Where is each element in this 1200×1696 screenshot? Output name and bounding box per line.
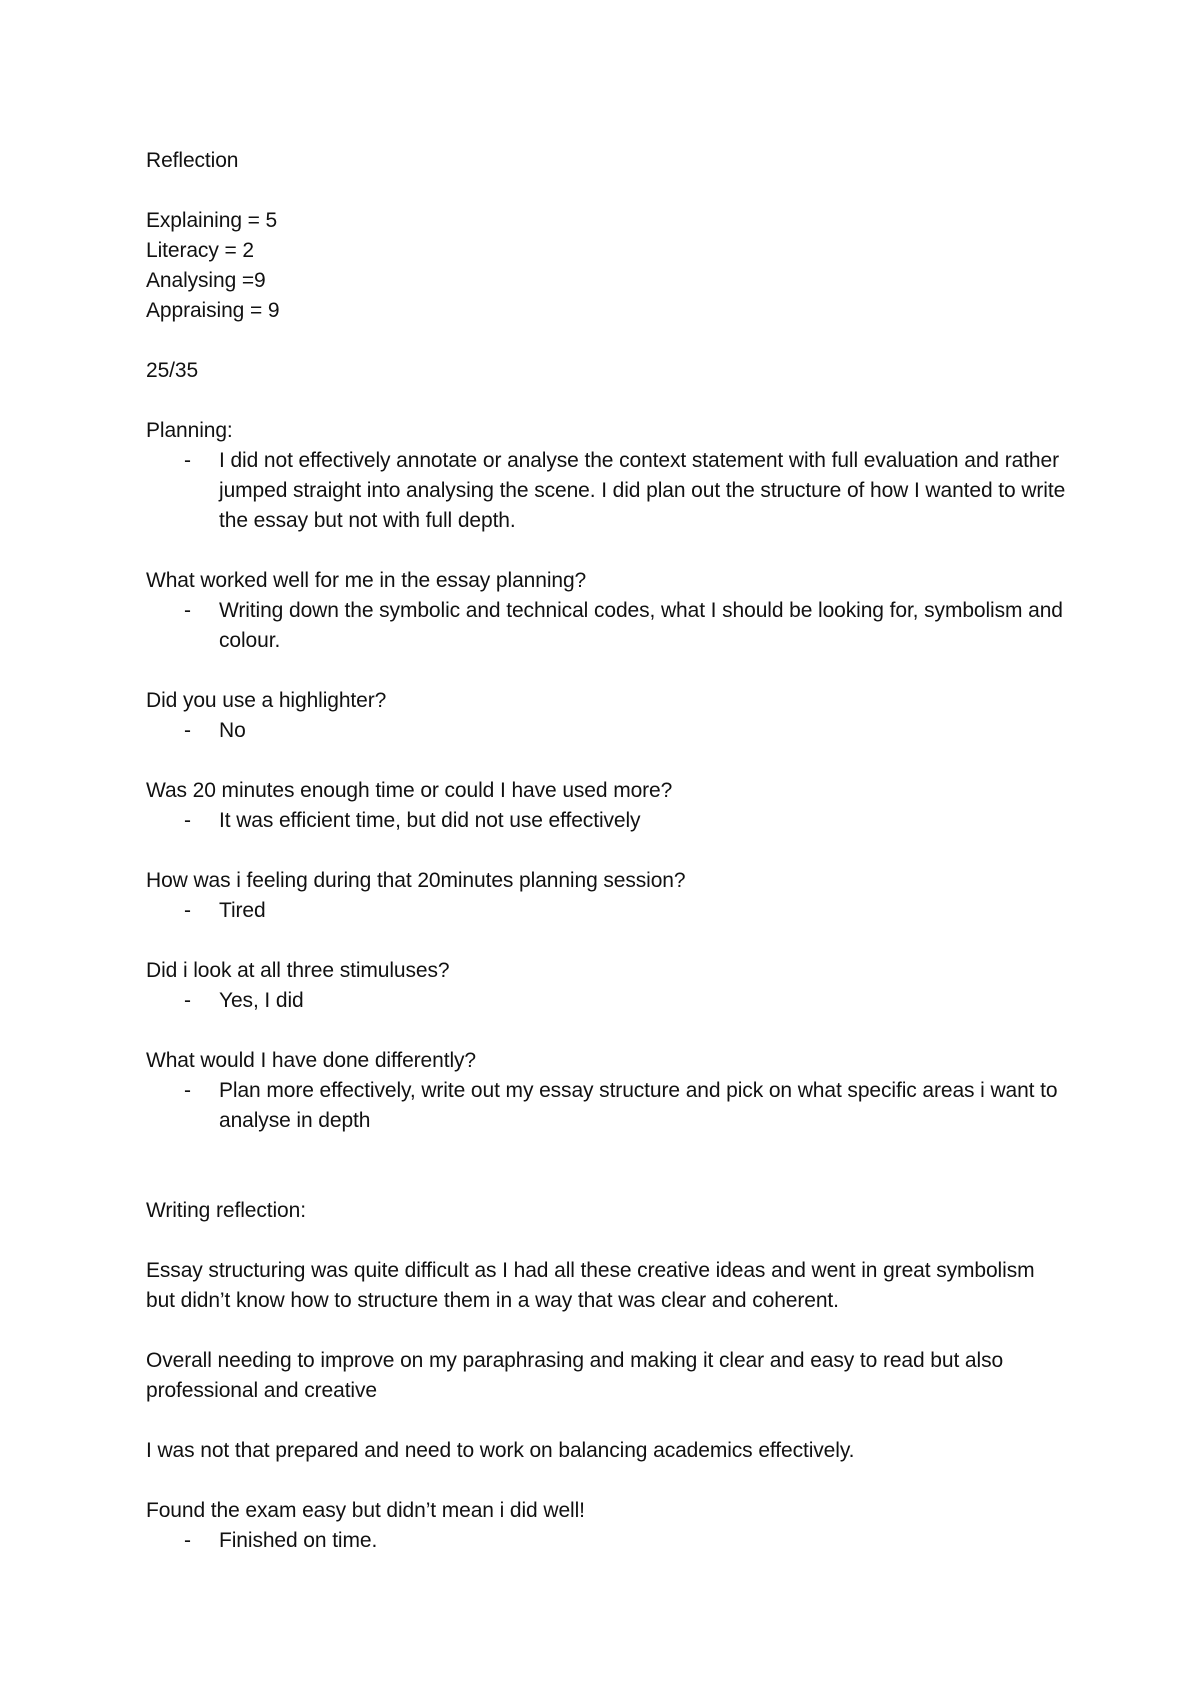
dash-bullet-icon: - [184,809,191,832]
planning-section [146,416,1066,536]
closing-text: Found the exam easy but didn’t mean i did well! [146,1499,585,1522]
score-appraising: Appraising = 9 [146,299,280,322]
spacer [146,926,1066,956]
question-block [146,866,1066,926]
bullet-list [146,1076,1066,1136]
dash-bullet-icon: - [184,719,191,742]
bullet-list [146,986,1066,1016]
answer-text: Writing down the symbolic and technical codes, what I should be looking for, symbolism and colour. [219,599,1063,652]
spacer [146,1226,1066,1256]
bullet-list [146,446,1066,536]
spacer [146,746,1066,776]
spacer [146,326,1066,356]
spacer [146,1466,1066,1496]
question-block [146,1046,1066,1136]
bullet-list [146,596,1066,656]
answer-text: It was efficient time, but did not use effectively [219,809,641,832]
answer-text: Plan more effectively, write out my essay structure and pick on what specific areas i want to analyse in depth [219,1079,1058,1132]
spacer [146,386,1066,416]
spacer [146,1016,1066,1046]
bullet-list [146,896,1066,926]
dash-bullet-icon: - [184,899,191,922]
document-title: Reflection [146,149,239,172]
answer-text: No [219,719,246,742]
planning-heading: Planning: [146,419,233,442]
writing-paragraph: Overall needing to improve on my paraphrasing and making it clear and easy to read but also professional and creative [146,1349,1004,1402]
bullet-list [146,1526,1066,1556]
list-item [146,1526,1066,1556]
question-block [146,956,1066,1016]
writing-heading: Writing reflection: [146,1199,306,1222]
question-block [146,686,1066,746]
dash-bullet-icon: - [184,599,191,622]
score-list [146,206,1066,326]
writing-section [146,1196,1066,1556]
question-text: Did you use a highlighter? [146,689,387,712]
spacer [146,836,1066,866]
question-block [146,776,1066,836]
score-explaining: Explaining = 5 [146,209,278,232]
spacer [146,536,1066,566]
dash-bullet-icon: - [184,1529,191,1552]
question-block [146,566,1066,656]
answer-text: Tired [219,899,266,922]
list-item [146,986,1066,1016]
dash-bullet-icon: - [184,989,191,1012]
spacer [146,656,1066,686]
score-analysing: Analysing =9 [146,269,266,292]
list-item [146,446,1066,536]
question-text: What would I have done differently? [146,1049,476,1072]
closing-bullet-text: Finished on time. [219,1529,378,1552]
question-text: Did i look at all three stimuluses? [146,959,450,982]
document-body [146,146,1066,1556]
question-text: How was i feeling during that 20minutes planning session? [146,869,686,892]
spacer [146,1406,1066,1436]
dash-bullet-icon: - [184,449,191,472]
bullet-list [146,716,1066,746]
spacer [146,1316,1066,1346]
list-item [146,896,1066,926]
answer-text: Yes, I did [219,989,304,1012]
writing-paragraph: Essay structuring was quite difficult as I had all these creative ideas and went in great symbolism but didn’t know how to structure them in a way that was clear and coherent. [146,1259,1035,1312]
score-literacy: Literacy = 2 [146,239,254,262]
question-text: Was 20 minutes enough time or could I have used more? [146,779,673,802]
bullet-list [146,806,1066,836]
list-item [146,806,1066,836]
list-item [146,596,1066,656]
writing-paragraph: I was not that prepared and need to work on balancing academics effectively. [146,1439,855,1462]
spacer [146,176,1066,206]
dash-bullet-icon: - [184,1079,191,1102]
spacer [146,1136,1066,1196]
planning-bullet-text: I did not effectively annotate or analyse the context statement with full evaluation and rather jumped straight into analysing the scene. I did plan out the structure of how I wanted to write the essay but not with full depth. [219,449,1066,532]
question-text: What worked well for me in the essay planning? [146,569,587,592]
list-item [146,716,1066,746]
list-item [146,1076,1066,1136]
score-total: 25/35 [146,359,199,382]
